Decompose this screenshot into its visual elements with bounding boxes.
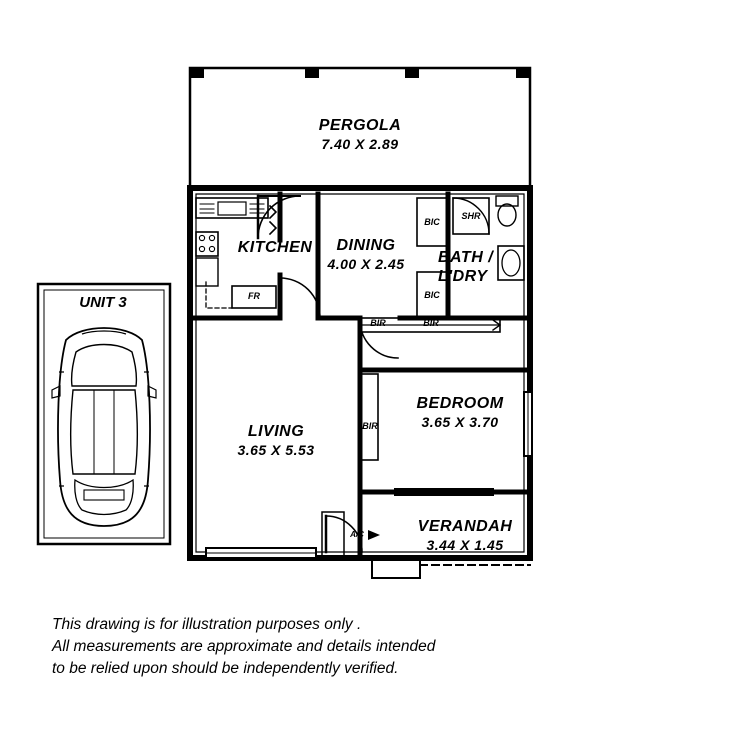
room-label-living: LIVING 3.65 X 5.53 [237, 423, 315, 458]
disclaimer-line-2: All measurements are approximate and details intended [52, 638, 436, 655]
fixture-label-fridge: FR [248, 291, 260, 301]
unit-3-label: UNIT 3 [79, 294, 127, 311]
room-label-bath-laundry: BATH / L'DRY [438, 249, 494, 285]
room-label-kitchen: KITCHEN [237, 239, 313, 256]
room-label-bedroom: BEDROOM 3.65 X 3.70 [416, 395, 504, 430]
disclaimer-line-3: to be relied upon should be independently verified. [52, 660, 399, 677]
fixture-label-bir-bedroom: BIR [362, 421, 378, 431]
disclaimer-text [52, 614, 522, 680]
fixture-label-bic-top: BIC [424, 217, 440, 227]
room-label-verandah: VERANDAH 3.44 X 1.45 [417, 518, 513, 553]
disclaimer-line-1: This drawing is for illustration purposes only . [52, 616, 362, 633]
fixture-label-bir-hall-left: BIR [370, 318, 386, 328]
fixture-label-bic-bottom: BIC [424, 290, 440, 300]
air-conditioner-arrow-icon [368, 528, 386, 542]
fixture-label-air-conditioner: A/C [350, 530, 364, 539]
fixture-label-bir-hall-right: BIR [423, 318, 439, 328]
room-label-dining: DINING 4.00 X 2.45 [327, 237, 405, 272]
room-label-pergola: PERGOLA 7.40 X 2.89 [318, 117, 402, 152]
fixture-label-shower: SHR [461, 211, 481, 221]
